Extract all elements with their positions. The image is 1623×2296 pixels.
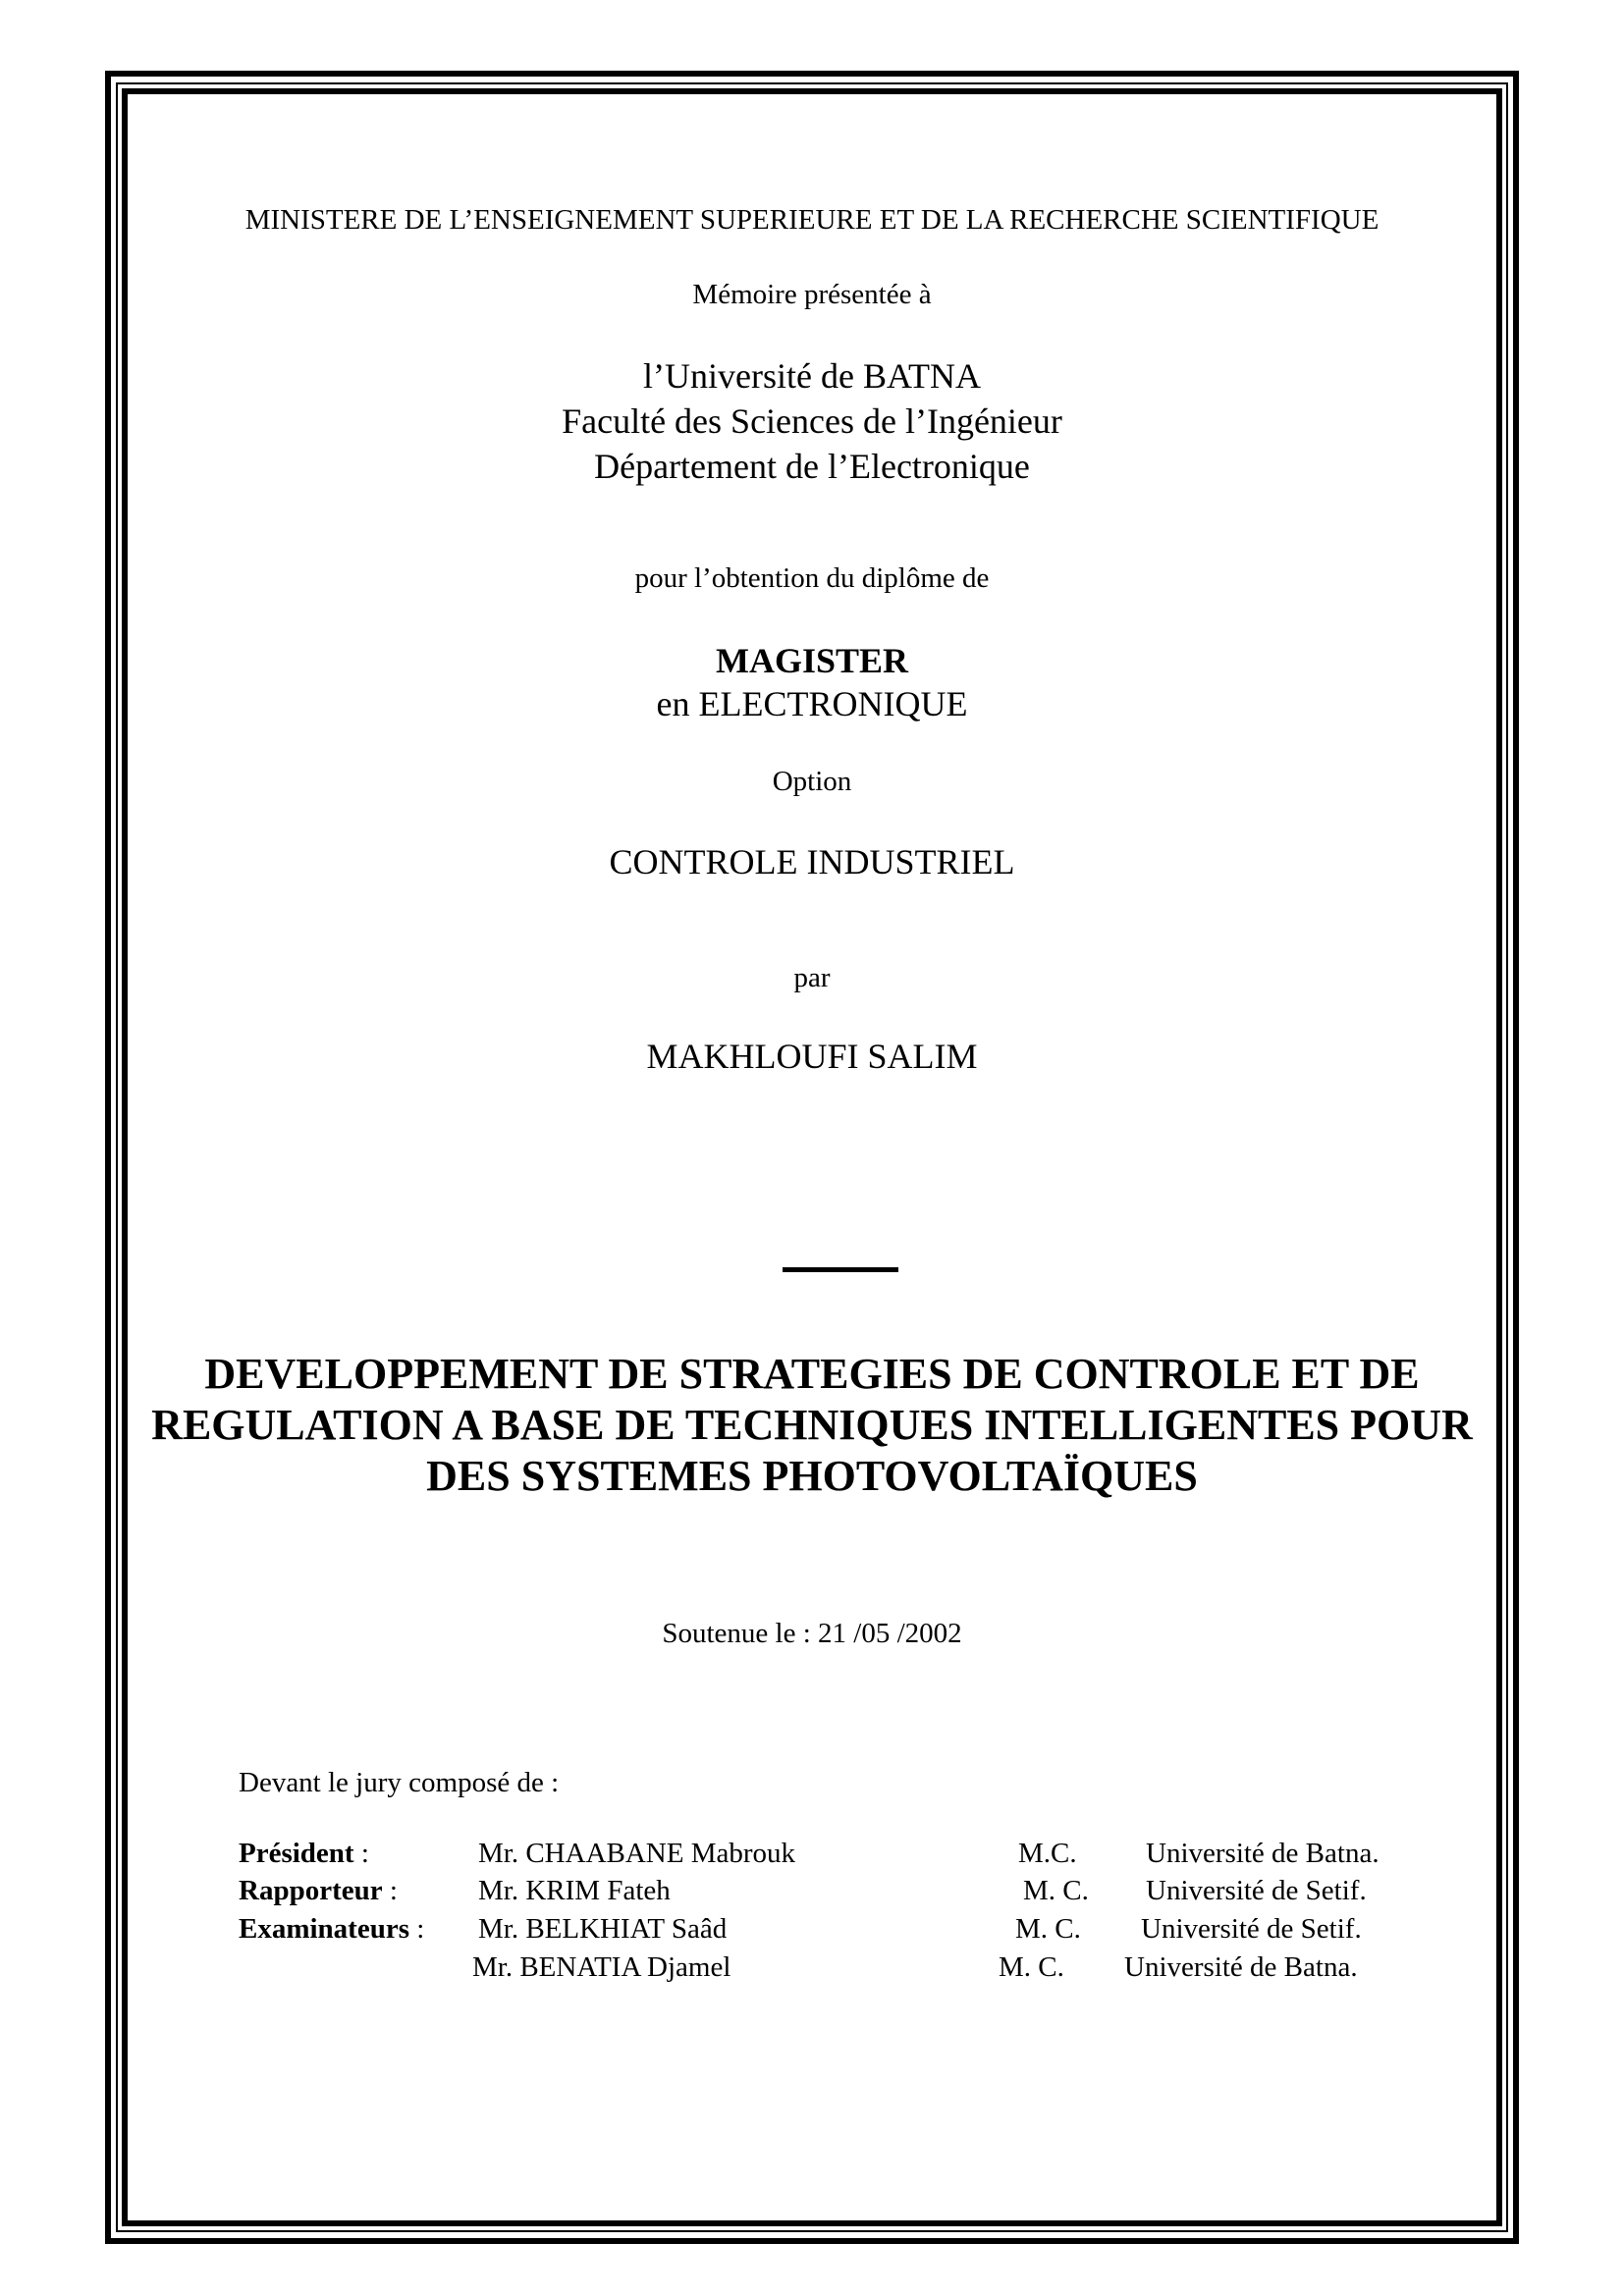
author-name: MAKHLOUFI SALIM: [646, 1037, 978, 1076]
option-label: Option: [772, 766, 852, 797]
obtention-line: pour l’obtention du diplôme de: [634, 562, 990, 594]
ministry-line: MINISTERE DE L’ENSEIGNEMENT SUPERIEURE ET DE LA RECHERCHE SCIENTIFIQUE: [244, 204, 1380, 236]
jury-intro: Devant le jury composé de :: [239, 1767, 560, 1798]
jury-member-institution: Université de Setif.: [1146, 1875, 1367, 1906]
title-divider: [783, 1267, 898, 1272]
department-name: Département de l’Electronique: [594, 447, 1030, 486]
jury-member-row: [0, 1875, 1623, 1914]
jury-role-label: Examinateurs: [239, 1913, 409, 1945]
jury-role: [239, 1838, 369, 1870]
by-label: par: [793, 962, 831, 993]
jury-member-row: [0, 1913, 1623, 1952]
jury-member-grade: M. C.: [999, 1951, 1064, 1983]
jury-role: [239, 1913, 424, 1946]
jury-role-colon: :: [382, 1875, 398, 1906]
thesis-title: [122, 1349, 1502, 1502]
university-name: l’Université de BATNA: [643, 356, 981, 396]
jury-member-institution: Université de Batna.: [1124, 1951, 1358, 1983]
jury-member-institution: Université de Batna.: [1146, 1838, 1380, 1869]
jury-member-row: [0, 1951, 1623, 1991]
degree-name: MAGISTER: [715, 641, 909, 680]
jury-member-name: Mr. CHAABANE Mabrouk: [478, 1838, 796, 1869]
faculty-name: Faculté des Sciences de l’Ingénieur: [562, 401, 1062, 441]
jury-role-label: Rapporteur: [239, 1875, 383, 1906]
jury-member-institution: Université de Setif.: [1141, 1913, 1362, 1945]
jury-member-grade: M.C.: [1018, 1838, 1077, 1869]
option-value: CONTROLE INDUSTRIEL: [609, 842, 1015, 881]
jury-member-name: Mr. BELKHIAT Saâd: [478, 1913, 728, 1945]
jury-role-colon: :: [353, 1838, 369, 1869]
jury-role-label: Président: [239, 1838, 354, 1869]
thesis-title-line: REGULATION A BASE DE TECHNIQUES INTELLIGENTES POUR: [151, 1401, 1473, 1449]
jury-member-grade: M. C.: [1015, 1913, 1081, 1945]
thesis-title-line: DES SYSTEMES PHOTOVOLTAÏQUES: [426, 1452, 1198, 1500]
jury-member-grade: M. C.: [1023, 1875, 1089, 1906]
degree-block: [122, 639, 1502, 725]
degree-field: en ELECTRONIQUE: [656, 684, 968, 723]
presented-to-line: Mémoire présentée à: [692, 279, 932, 310]
jury-role-colon: :: [409, 1913, 425, 1945]
institution-block: [122, 353, 1502, 489]
jury-role: [239, 1875, 398, 1907]
jury-member-name: Mr. BENATIA Djamel: [472, 1951, 731, 1983]
jury-member-name: Mr. KRIM Fateh: [478, 1875, 671, 1906]
thesis-title-line: DEVELOPPEMENT DE STRATEGIES DE CONTROLE ET DE: [204, 1350, 1420, 1398]
jury-member-row: [0, 1838, 1623, 1877]
defense-date: Soutenue le : 21 /05 /2002: [662, 1618, 962, 1649]
